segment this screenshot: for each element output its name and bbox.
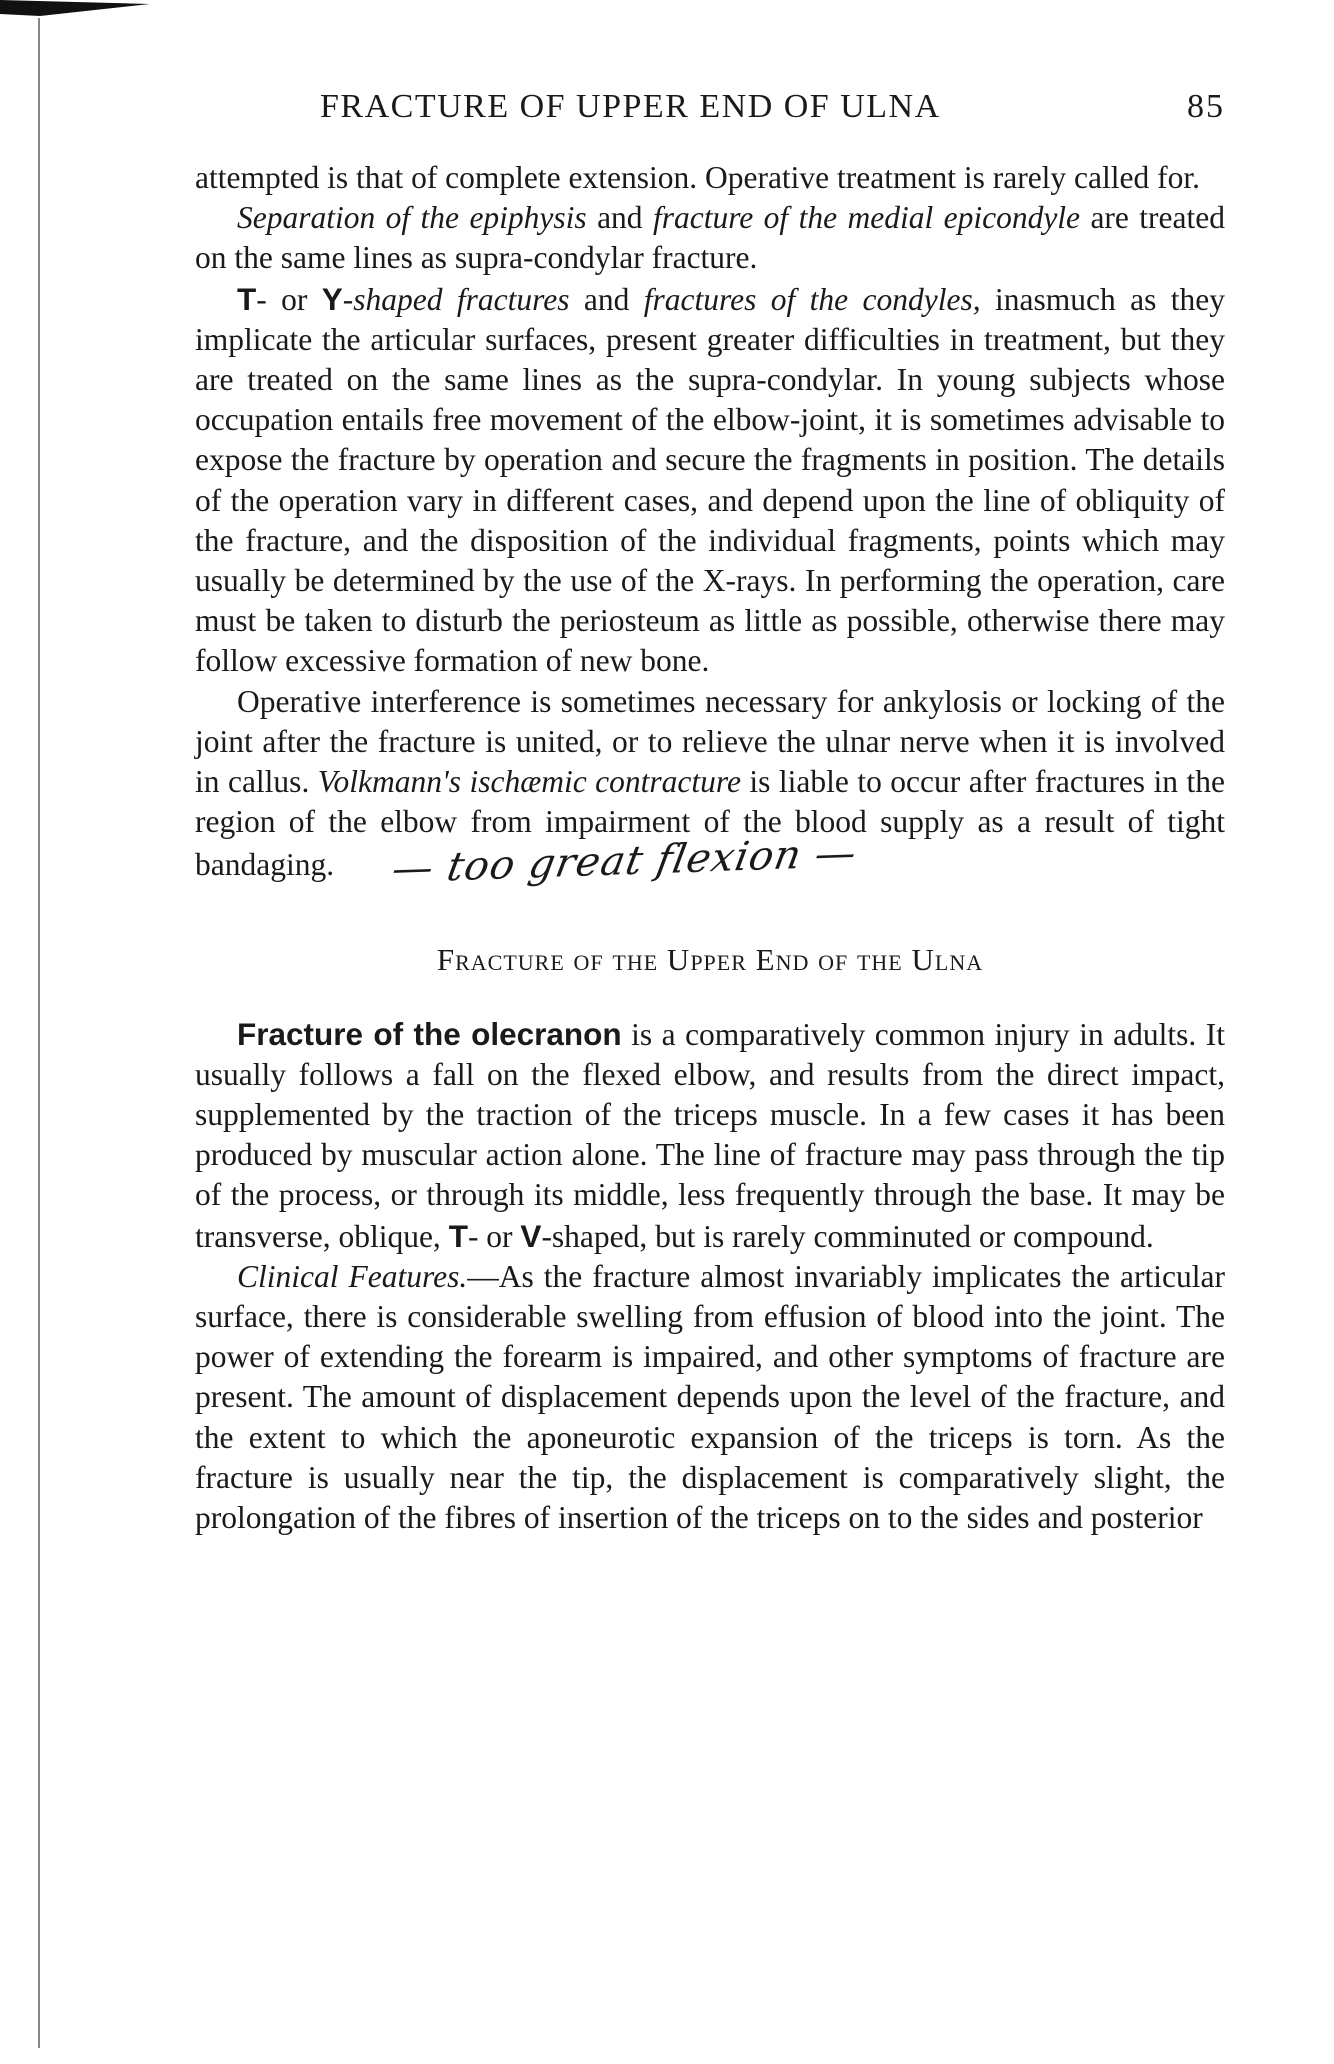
paragraph-4: Operative interference is sometimes necessary for ankylosis or locking of the joint after the fracture is united, or to relieve the ulnar nerve when it is involved in callus. Volkmann's ischæmic contracture is liable to occur after fractures in the region of the elbow from impairment of the blood supply as a result of tight bandaging. — too great flexion — (195, 683, 1225, 893)
binding-edge-line (38, 18, 40, 2048)
paragraph-1: attempted is that of complete extension. Operative treatment is rarely called for. (195, 160, 1201, 195)
paragraph-3: T- or Y-shaped fractures and fractures of the condyles, inasmuch as they implicate the articular surfaces, present greater difficulties in treatment, but they are treated on the same lines as the supra-condylar. In young subjects whose occupation entails free movement of the elbow-joint, it is sometimes advisable to expose the fracture by operation and secure the fragments in position. The details of the operation vary in different cases, and depend upon the line of obliquity of the fracture, and the disposition of the individual fragments, points which may usually be determined by the use of the X-rays. In performing the operation, care must be taken to disturb the periosteum as little as possible, otherwise there may follow excessive formation of new bone. (195, 280, 1225, 679)
paragraph-2: Separation of the epiphysis and fracture of the medial epicondyle are treated on the same lines as supra-condylar fracture. (195, 200, 1225, 276)
section-heading: Fracture of the Upper End of the Ulna (436, 941, 984, 977)
page-number: 85 (1187, 88, 1225, 125)
book-page (195, 88, 1225, 1538)
paragraph-6: Clinical Features.—As the fracture almost invariably implicates the articular surface, there is considerable swelling from effusion of blood into the joint. The power of extending the forearm is impaired, and other symptoms of fracture are present. The amount of displacement depends upon the level of the fracture, and the extent to which the aponeurotic expansion of the triceps is torn. As the fracture is usually near the tip, the displacement is comparatively slight, the prolongation of the fibres of insertion of the triceps on to the sides and posterior (195, 1258, 1225, 1536)
running-head (195, 88, 1225, 148)
handwritten-annotation: — too great flexion — (388, 830, 861, 893)
paragraph-5: Fracture of the olecranon is a comparatively common injury in adults. It usually follows a fall on the flexed elbow, and results from the direct impact, supplemented by the traction of the triceps muscle. In a few cases it has been produced by muscular action alone. The line of fracture may pass through the tip of the process, or through its middle, less frequently through the base. It may be transverse, oblique, T- or V-shaped, but is rarely comminuted or compound. (195, 1015, 1225, 1254)
page-edge-mark (0, 0, 150, 22)
running-title: FRACTURE OF UPPER END OF ULNA (320, 88, 941, 125)
body-text (195, 158, 1225, 1538)
